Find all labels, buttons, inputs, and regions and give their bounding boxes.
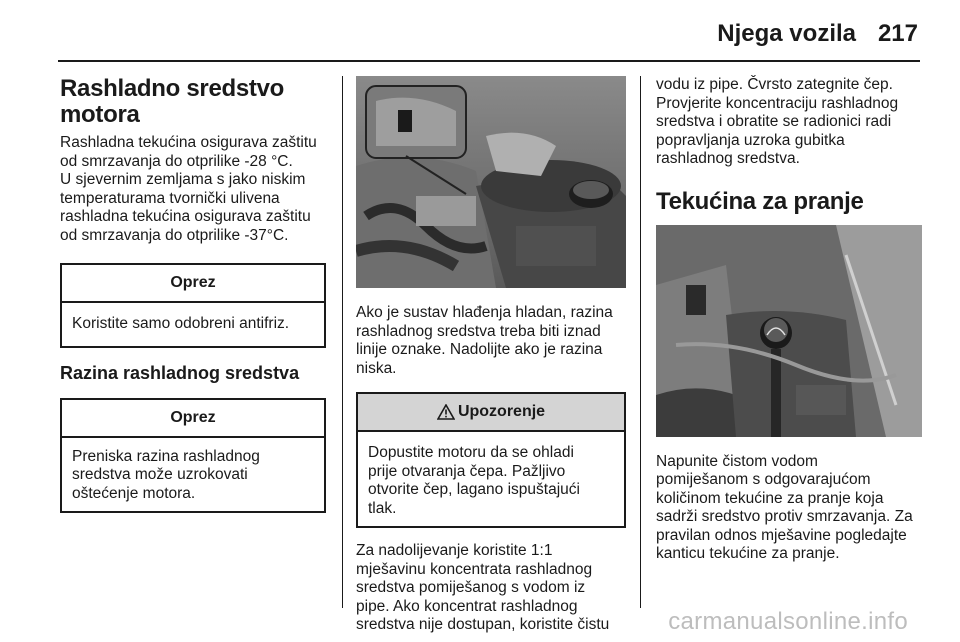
text-line: U sjevernim zemljama s jako niskim [60, 171, 306, 188]
caution-box [60, 398, 326, 514]
text-line: mješavinu koncentrata rashladnog [356, 560, 593, 578]
text-line: tlak. [368, 499, 397, 517]
text-line: Dopustite motoru da se ohladi [368, 444, 574, 461]
page-number: 217 [877, 20, 918, 47]
text-line: Rashladna tekućina osigurava zaštitu [60, 134, 317, 151]
text-line: od smrzavanja do otprilike -37°C. [60, 226, 289, 244]
text-line: Ako je sustav hlađenja hladan, razina [356, 304, 613, 321]
text-line: Provjerite koncentraciju rashladnog [656, 94, 899, 112]
text-line: rashladnog sredstva treba biti iznad [356, 322, 601, 340]
warning-title: Upozorenje [457, 403, 546, 420]
text-line: sredstva i obratite se radionici radi [656, 113, 892, 130]
header-rule [58, 60, 920, 62]
warning-text [358, 432, 624, 526]
text-line: Za nadolijevanje koristite 1:1 [356, 542, 553, 559]
continued-paragraph [656, 76, 924, 169]
text-line: pomiješanom s odgovarajućom [656, 471, 871, 488]
text-line: pravilan odnos mješavine pogledajte [656, 526, 907, 544]
text-line: Napunite čistom vodom [656, 452, 818, 470]
text-line: Preniska razina rashladnog [72, 447, 260, 465]
text-line: vodu iz pipe. Čvrsto zategnite čep. [656, 76, 893, 93]
subheading-coolant-level: Razina rashladnog sredstva [60, 362, 300, 383]
text-line: rashladnog sredstva. [656, 150, 800, 167]
column-divider [342, 76, 343, 608]
text-line: količinom tekućine za pranje koja [656, 489, 884, 507]
column-divider [640, 76, 641, 608]
column-2 [356, 76, 626, 635]
column-3 [656, 76, 924, 564]
caution-text [62, 438, 324, 512]
washer-fluid-photo [656, 225, 922, 437]
text-line: rashladna tekućina osigurava zaštitu [60, 208, 311, 225]
text-line: niska. [356, 359, 397, 377]
caution-box [60, 263, 326, 348]
text-line: popravljanja uzroka gubitka [656, 131, 845, 149]
section-heading-coolant: Rashladno sredstvo motora [60, 75, 284, 128]
text-line: prije otvaranja čepa. Pažljivo [368, 462, 566, 480]
text-line: sredstva može uzrokovati [72, 466, 248, 483]
warning-header [358, 394, 624, 432]
coolant-intro [60, 134, 326, 245]
caution-title: Oprez [62, 400, 324, 438]
caution-title: Oprez [62, 265, 324, 303]
section-heading-washer-fluid: Tekućina za pranje [656, 187, 864, 215]
refill-paragraph [356, 542, 626, 635]
text-line: oštećenje motora. [72, 484, 196, 502]
text-line: otvorite čep, lagano ispuštajući [368, 481, 580, 498]
text-line: od smrzavanja do otprilike -28 °C. [60, 152, 293, 170]
running-header-title: Njega vozila [717, 20, 856, 47]
text-line: sredstva nije dostupan, koristite čistu [356, 616, 610, 633]
column-1 [60, 76, 326, 513]
text-line: temperaturama tvornički ulivena [60, 189, 280, 207]
warning-triangle-icon [437, 404, 455, 420]
text-line: sadrži sredstvo protiv smrzavanja. Za [656, 508, 913, 525]
watermark: carmanualsonline.info [668, 608, 908, 635]
text-line: pipe. Ako koncentrat rashladnog [356, 597, 578, 615]
text-line: linije oznake. Nadolijte ako je razina [356, 341, 603, 358]
coolant-reservoir-photo [356, 76, 626, 288]
fill-level-paragraph [356, 304, 626, 378]
caution-text: Koristite samo odobreni antifriz. [72, 315, 290, 332]
washer-fluid-paragraph [656, 453, 924, 564]
text-line: kanticu tekućine za pranje. [656, 545, 840, 562]
text-line: sredstva pomiješanog s vodom iz [356, 579, 586, 596]
warning-box [356, 392, 626, 528]
